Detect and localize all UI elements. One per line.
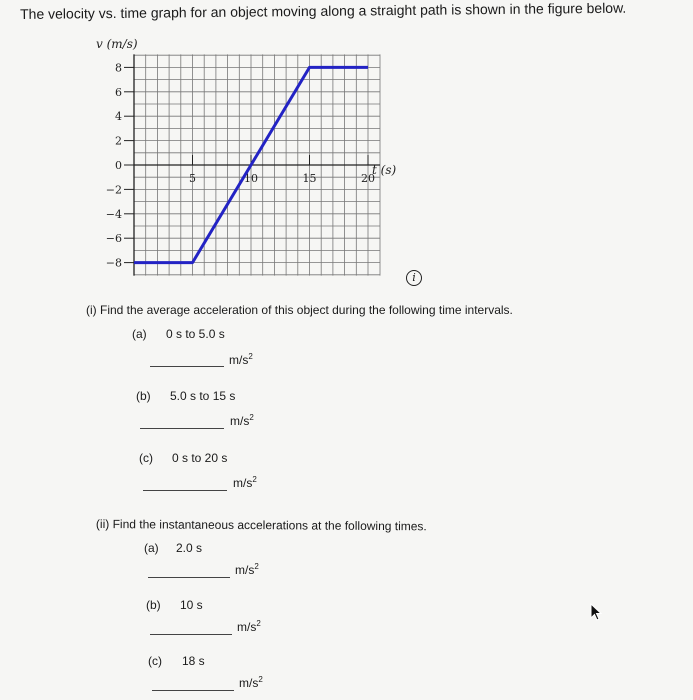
x-tick-label: 10 bbox=[244, 172, 258, 185]
y-tick-label: −2 bbox=[105, 183, 122, 197]
answer-1c-input[interactable] bbox=[143, 472, 231, 492]
unit-1b: $m/s^2$ bbox=[230, 413, 254, 428]
y-tick-label: 6 bbox=[115, 85, 122, 99]
q2c-text: 18 s bbox=[182, 654, 205, 668]
q2c-label: (c) bbox=[148, 654, 162, 668]
x-tick-label: 15 bbox=[302, 172, 317, 185]
answer-2c-input[interactable] bbox=[152, 672, 238, 692]
y-tick-label: 2 bbox=[115, 134, 122, 148]
unit-2c: $m/s^2$ bbox=[239, 675, 263, 690]
unit-2a: $m/s^2$ bbox=[235, 562, 259, 577]
q2a-label: (a) bbox=[144, 541, 159, 555]
answer-2a-input[interactable] bbox=[148, 559, 234, 579]
y-tick-label: −8 bbox=[105, 256, 122, 270]
q1b-text: 5.0 s to 15 s bbox=[170, 389, 236, 403]
y-tick-label: −6 bbox=[105, 232, 122, 246]
part2-title: (ii) Find the instantaneous accelerations at the following times. bbox=[95, 517, 427, 534]
answer-2b-underline bbox=[150, 634, 232, 635]
y-tick-label: −4 bbox=[105, 207, 122, 221]
answer-1a-input[interactable] bbox=[150, 348, 228, 368]
answer-2a-underline bbox=[148, 577, 230, 578]
q1c-text: 0 s to 20 s bbox=[172, 451, 228, 465]
answer-2b-input[interactable] bbox=[150, 616, 236, 636]
unit-1c: $m/s^2$ bbox=[233, 475, 257, 490]
mouse-pointer-icon bbox=[590, 603, 604, 623]
q1a-text: 0 s to 5.0 s bbox=[166, 327, 225, 341]
y-tick-label: 4 bbox=[115, 110, 122, 124]
problem-intro: The velocity vs. time graph for an object moving along a straight path is shown in the figure below. bbox=[20, 0, 627, 22]
q1b-label: (b) bbox=[136, 389, 151, 403]
q2b-label: (b) bbox=[146, 598, 161, 612]
y-tick-label: 8 bbox=[115, 61, 122, 75]
answer-2c-underline bbox=[152, 690, 234, 691]
answer-1a-underline bbox=[150, 366, 224, 367]
answer-1c-underline bbox=[143, 490, 227, 491]
y-tick-label: 0 bbox=[115, 159, 122, 172]
info-icon[interactable]: i bbox=[406, 270, 422, 286]
unit-2b: $m/s^2$ bbox=[237, 619, 261, 634]
q2a-text: 2.0 s bbox=[176, 541, 203, 555]
q1c-label: (c) bbox=[139, 451, 153, 465]
answer-1b-underline bbox=[140, 428, 224, 429]
answer-1b-input[interactable] bbox=[140, 410, 228, 430]
x-axis-label: t (s) bbox=[372, 163, 397, 177]
q1a-label: (a) bbox=[132, 327, 147, 341]
x-tick-label: 5 bbox=[189, 172, 196, 185]
unit-1a: $m/s^2$ bbox=[229, 352, 253, 367]
q2b-text: 10 s bbox=[180, 598, 203, 612]
x-tick-label: 20 bbox=[361, 172, 375, 185]
y-axis-label: v (m/s) bbox=[96, 37, 138, 51]
velocity-time-graph bbox=[0, 0, 693, 300]
part1-title: (i) Find the average acceleration of this object during the following time intervals. bbox=[86, 303, 513, 317]
